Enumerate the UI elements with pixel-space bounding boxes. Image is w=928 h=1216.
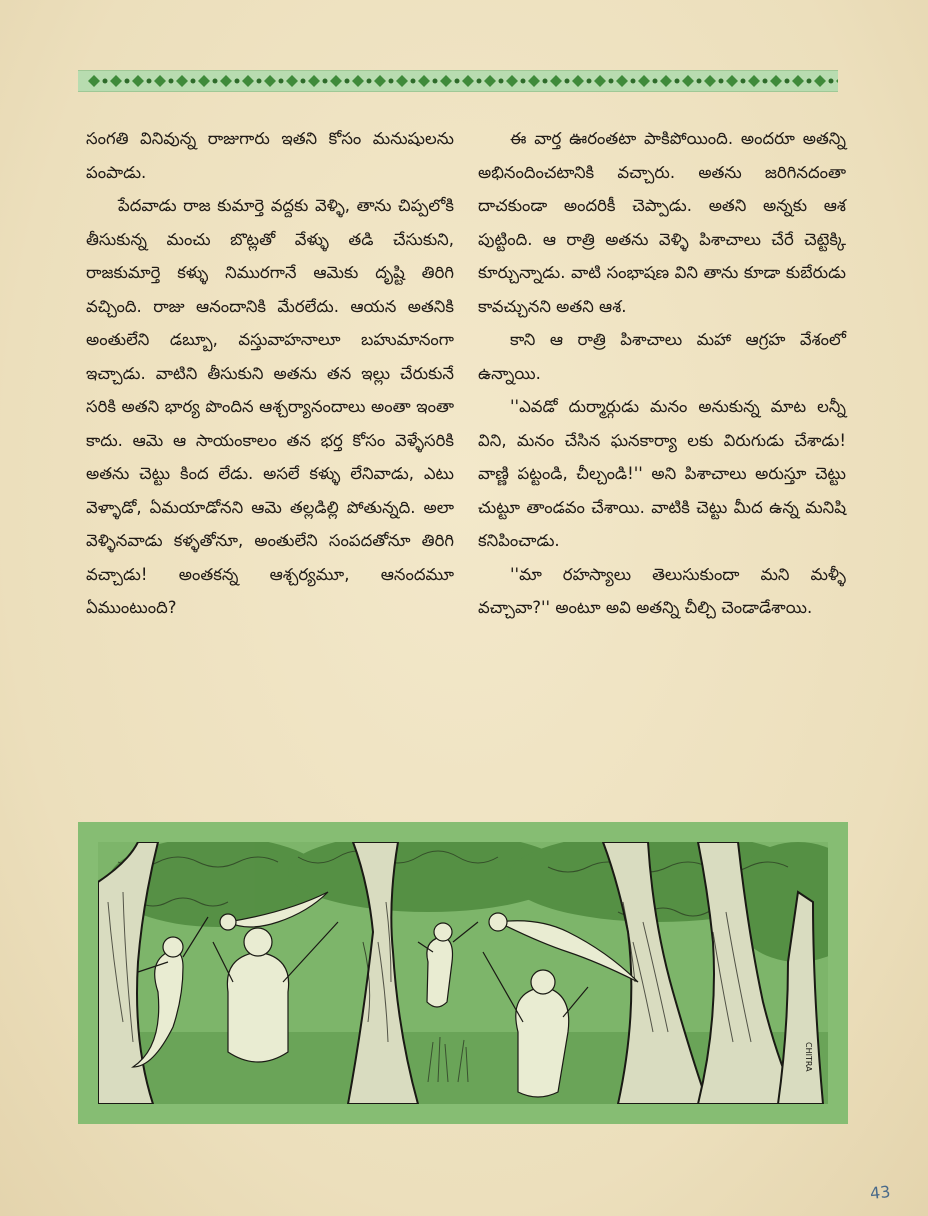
- border-dot: [719, 79, 724, 84]
- border-diamond: [638, 75, 650, 87]
- forest-ghosts-illustration: [78, 822, 848, 1124]
- border-dot: [829, 79, 834, 84]
- border-dot: [323, 79, 328, 84]
- border-dot: [213, 79, 218, 84]
- border-dot: [763, 79, 768, 84]
- border-diamond: [550, 75, 562, 87]
- border-diamond: [286, 75, 298, 87]
- border-dot: [103, 79, 108, 84]
- border-diamond: [396, 75, 408, 87]
- border-diamond: [572, 75, 584, 87]
- paragraph: ఈ వార్త ఊరంతటా పాకిపోయింది. అందరూ అతన్ని అభినందించటానికి వచ్చారు. అతను జరిగినదంతా దాచకుండా అందరికీ చెప్పాడు. అతని అన్నకు ఆశ పుట్టింది. ఆ రాత్రి అతను వెళ్ళి పిశాచాలు చేరే చెట్టెక్కి కూర్చున్నాడు. వాటి సంభాషణ విని తాను కూడా కుబేరుడు కావచ్చునని అతని ఆశ.: [478, 129, 846, 316]
- border-dot: [565, 79, 570, 84]
- border-diamond: [330, 75, 342, 87]
- border-dot: [477, 79, 482, 84]
- border-dot: [455, 79, 460, 84]
- border-dot: [675, 79, 680, 84]
- border-dot: [499, 79, 504, 84]
- border-diamond: [110, 75, 122, 87]
- paragraph: ''మా రహస్యాలు తెలుసుకుందా మని మళ్ళీ వచ్చావా?'' అంటూ అవి అతన్ని చీల్చి చెండాడేశాయి.: [478, 564, 846, 617]
- border-dot: [257, 79, 262, 84]
- border-dot: [631, 79, 636, 84]
- paragraph: ''ఎవడో దుర్మార్గుడు మనం అనుకున్న మాట లన్నీ విని, మనం చేసిన ఘనకార్యా లకు విరుగుడు చేశాడు! వాణ్ణి పట్టండి, చీల్చండి!'' అని పిశాచాలు అరుస్తూ చెట్టు చుట్టూ తాండవం చేశాయి. వాటికి చెట్టు మీద ఉన్న మనిషి కనిపించాడు.: [478, 397, 846, 550]
- border-diamond: [132, 75, 144, 87]
- forest-scene-drawing: [98, 842, 828, 1104]
- paragraph: సంగతి వినివున్న రాజుగారు ఇతని కోసం మనుషులను పంపాడు.: [86, 129, 454, 182]
- border-dot: [653, 79, 658, 84]
- border-dot: [521, 79, 526, 84]
- border-dot: [433, 79, 438, 84]
- border-diamond: [660, 75, 672, 87]
- border-diamond: [220, 75, 232, 87]
- border-diamond: [352, 75, 364, 87]
- border-diamond: [682, 75, 694, 87]
- decorative-border: [78, 70, 838, 92]
- right-column: [478, 122, 846, 625]
- border-dot: [301, 79, 306, 84]
- left-column: [86, 122, 454, 625]
- border-diamond: [242, 75, 254, 87]
- border-dot: [587, 79, 592, 84]
- border-diamond: [154, 75, 166, 87]
- border-diamond: [440, 75, 452, 87]
- border-diamond: [726, 75, 738, 87]
- border-diamond: [528, 75, 540, 87]
- border-dot: [125, 79, 130, 84]
- border-diamond: [374, 75, 386, 87]
- border-dot: [697, 79, 702, 84]
- border-diamond: [814, 75, 826, 87]
- border-diamond: [462, 75, 474, 87]
- paragraph: పేదవాడు రాజ కుమార్తె వద్దకు వెళ్ళి, తాను చిప్పలోకి తీసుకున్న మంచు బొట్లతో వేళ్ళు తడి చేసుకుని, రాజకుమార్తె కళ్ళు నిమురగానే ఆమెకు దృష్టి తిరిగి వచ్చింది. రాజు ఆనందానికి మేరలేదు. ఆయన అతనికి అంతులేని డబ్బూ, వస్తువాహనాలూ బహుమానంగా ఇచ్చాడు. వాటిని తీసుకుని అతను తన ఇల్లు చేరుకునే సరికి అతని భార్య పొందిన ఆశ్చర్యానందాలు అంతా ఇంతా కాదు. ఆమె ఆ సాయంకాలం తన భర్త కోసం వెళ్ళేసరికి అతను చెట్టు కింద లేడు. అసలే కళ్ళు లేనివాడు, ఎటు వెళ్ళాడో, ఏమయాడోనని ఆమె తల్లడిల్లి పోతున్నది. అలా వెళ్ళినవాడు కళ్ళతోనూ, అంతులేని సంపదతోనూ తిరిగి వచ్చాడు! అంతకన్న ఆశ్చర్యమూ, ఆనందమూ ఏముంటుంది?: [86, 196, 454, 617]
- border-dot: [191, 79, 196, 84]
- border-diamond: [616, 75, 628, 87]
- border-dot: [147, 79, 152, 84]
- border-diamond: [748, 75, 760, 87]
- border-dot: [785, 79, 790, 84]
- border-diamond: [418, 75, 430, 87]
- border-diamond: [770, 75, 782, 87]
- page-number: 43: [868, 1181, 891, 1204]
- border-diamond: [176, 75, 188, 87]
- border-dot: [235, 79, 240, 84]
- border-dot: [543, 79, 548, 84]
- border-dot: [609, 79, 614, 84]
- border-diamond: [704, 75, 716, 87]
- border-diamond: [484, 75, 496, 87]
- border-diamond: [308, 75, 320, 87]
- border-diamond: [264, 75, 276, 87]
- paragraph: కాని ఆ రాత్రి పిశాచాలు మహా ఆగ్రహ వేశంలో ఉన్నాయి.: [478, 330, 846, 383]
- border-dot: [169, 79, 174, 84]
- border-dot: [279, 79, 284, 84]
- border-dot: [807, 79, 812, 84]
- border-diamond: [594, 75, 606, 87]
- border-diamond: [506, 75, 518, 87]
- border-dot: [345, 79, 350, 84]
- border-dot: [367, 79, 372, 84]
- artist-signature: CHITRA: [804, 1042, 813, 1072]
- border-diamond: [792, 75, 804, 87]
- border-diamond: [836, 75, 838, 87]
- border-dot: [389, 79, 394, 84]
- border-dot: [411, 79, 416, 84]
- border-dot: [741, 79, 746, 84]
- border-diamond: [88, 75, 100, 87]
- border-diamond: [198, 75, 210, 87]
